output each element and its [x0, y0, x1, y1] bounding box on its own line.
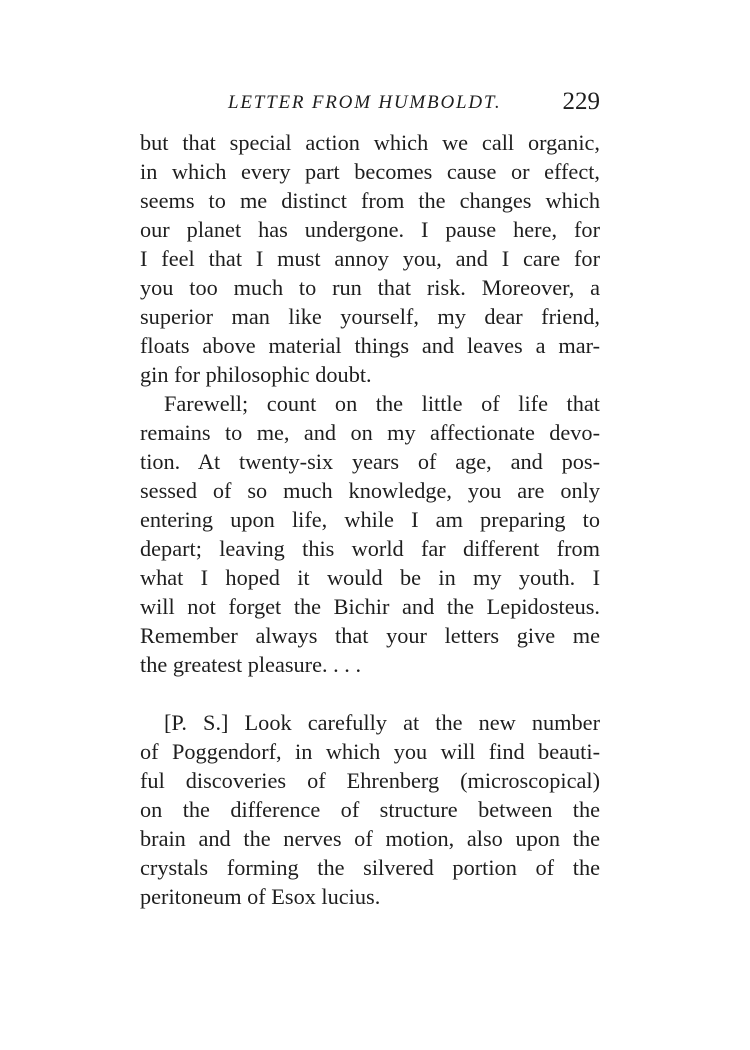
page-number: 229 — [562, 88, 600, 115]
text-line: of Poggendorf, in which you will find beauti- — [140, 739, 600, 764]
paragraph-spacer — [140, 679, 600, 708]
running-head: LETTER FROM HUMBOLDT. — [228, 92, 502, 113]
text-line: Farewell; count on the little of life that — [164, 391, 600, 416]
page-header — [228, 88, 600, 122]
text-line: crystals forming the silvered portion of the — [140, 855, 600, 880]
text-line: Remember always that your letters give me — [140, 623, 600, 648]
text-line: you too much to run that risk. Moreover, a — [140, 275, 600, 300]
text-line: I feel that I must annoy you, and I care for — [140, 246, 600, 271]
text-line: what I hoped it would be in my youth. I — [140, 565, 600, 590]
text-line: on the difference of structure between the — [140, 797, 600, 822]
paragraph-1 — [140, 128, 600, 389]
text-line: brain and the nerves of motion, also upon the — [140, 826, 600, 851]
text-line: entering upon life, while I am preparing to — [140, 507, 600, 532]
text-line: tion. At twenty-six years of age, and pos- — [140, 449, 600, 474]
text-line: sessed of so much knowledge, you are only — [140, 478, 600, 503]
text-line: gin for philosophic doubt. — [140, 362, 372, 387]
text-line: seems to me distinct from the changes which — [140, 188, 600, 213]
text-line: will not forget the Bichir and the Lepidosteus. — [140, 594, 600, 619]
text-line: depart; leaving this world far different from — [140, 536, 600, 561]
text-line: ful discoveries of Ehrenberg (microscopical) — [140, 768, 600, 793]
text-line: [P. S.] Look carefully at the new number — [164, 710, 600, 735]
text-line: in which every part becomes cause or effect, — [140, 159, 600, 184]
text-line: the greatest pleasure. . . . — [140, 652, 362, 677]
text-line: remains to me, and on my affectionate devo- — [140, 420, 600, 445]
postscript-paragraph — [140, 708, 600, 911]
paragraph-2 — [140, 389, 600, 679]
text-line: our planet has undergone. I pause here, for — [140, 217, 600, 242]
text-line: peritoneum of Esox lucius. — [140, 884, 381, 909]
body-text — [140, 128, 600, 911]
text-line: floats above material things and leaves a mar- — [140, 333, 600, 358]
text-line: superior man like yourself, my dear friend, — [140, 304, 600, 329]
text-line: but that special action which we call organic, — [140, 130, 600, 155]
